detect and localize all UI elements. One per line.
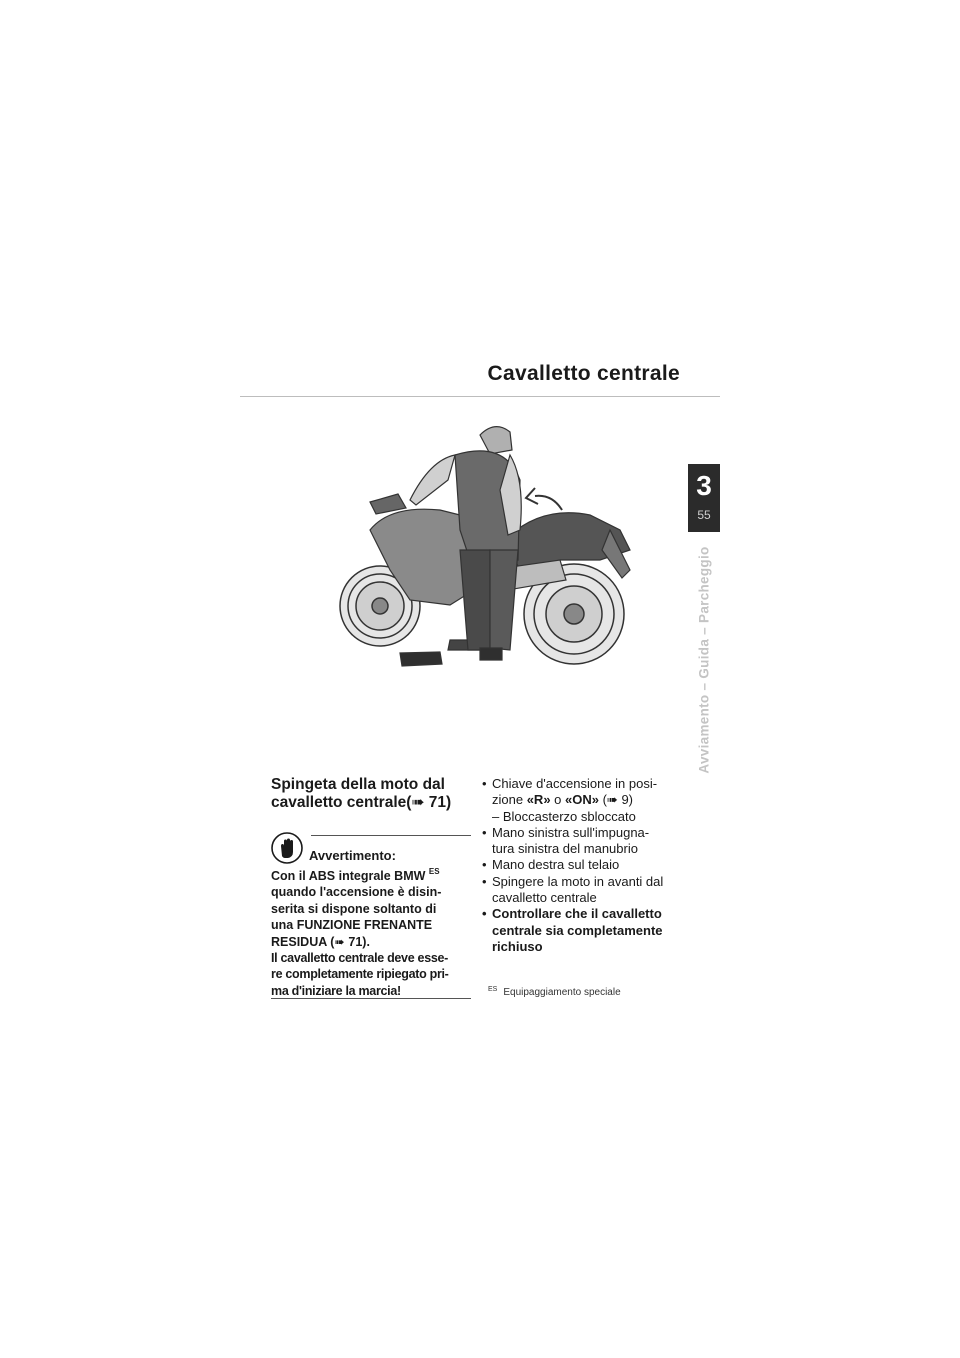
footnote-text: Equipaggiamento speciale [503, 987, 621, 998]
warning-line: Il cavalletto centrale deve esse- [271, 951, 449, 966]
warning-line: re completamente ripiegato pri- [271, 967, 449, 982]
section-heading-line-2 [271, 794, 471, 812]
list-item: • Mano destra sul telaio [482, 857, 682, 873]
list-item: • Mano sinistra sull'impugna- tura sinistra del manubrio [482, 825, 682, 858]
warning-top-divider [311, 835, 471, 836]
warning-line: Con il ABS integrale BMW $^{ES}$ [271, 867, 440, 883]
footnote-marker: ES [488, 986, 498, 993]
page-number: 55 [697, 508, 711, 522]
motorcycle-centre-stand-illustration [330, 410, 640, 680]
list-item: • Controllare che il cavalletto centrale sia completamente richiuso [482, 906, 682, 955]
chapter-side-label: Avviamento – Guida – Parcheggio [696, 546, 712, 774]
warning-hand-icon [271, 832, 303, 864]
footnote [488, 986, 621, 998]
list-item: • Chiave d'accensione in posi- zione «R» o «ON» (➠ 9) – Bloccasterzo sbloccato [482, 776, 682, 825]
special-equipment-marker: ES [428, 867, 440, 876]
warning-body [271, 864, 471, 999]
section-heading [271, 776, 471, 812]
title-divider [240, 396, 720, 397]
warning-line: serita si dispone soltanto di [271, 901, 437, 916]
list-item: • Spingere la moto in avanti dal cavalletto centrale [482, 874, 682, 907]
warning-line: ma d'iniziare la marcia! [271, 983, 401, 998]
warning-title: Avvertimento: [309, 848, 396, 863]
chapter-number: 3 [696, 470, 712, 501]
warning-line: quando l'accensione è disin- [271, 885, 442, 900]
warning-line: RESIDUA (➠ 71). [271, 934, 370, 949]
section-heading-line-1: Spingeta della moto dal [271, 776, 445, 793]
page-title: Cavalletto centrale [487, 362, 680, 385]
section-heading-text: cavalletto centrale( [271, 794, 412, 811]
instruction-list [482, 776, 682, 955]
warning-bottom-divider [271, 998, 471, 999]
section-heading-page-ref: ➠ 71) [411, 794, 452, 811]
warning-line: una FUNZIONE FRENANTE [271, 918, 433, 933]
chapter-side-label-container [690, 545, 718, 775]
